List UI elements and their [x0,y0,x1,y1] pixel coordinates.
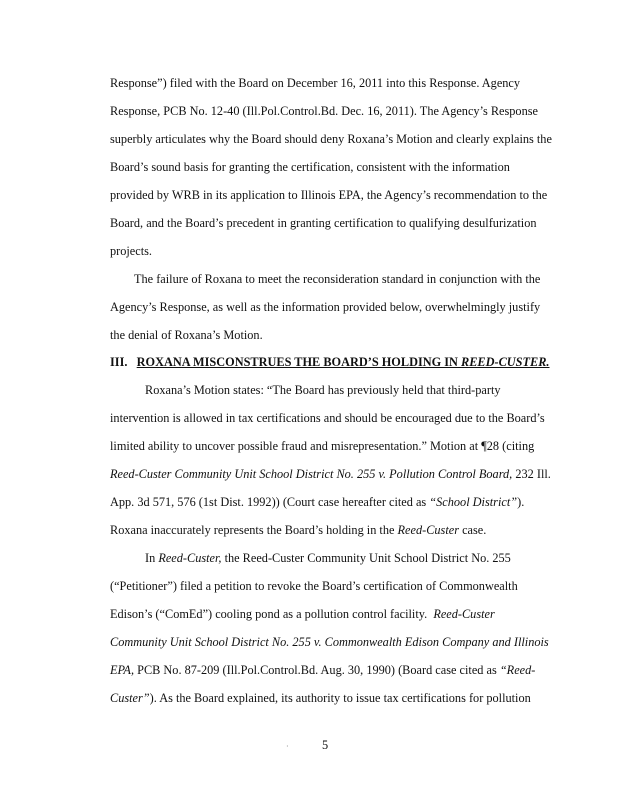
body-line-14: Reed-Custer Community Unit School District No. 255 v. Pollution Control Board, 232 Ill. [110,467,551,481]
body-line-4: Board’s sound basis for granting the certification, consistent with the information [110,160,510,174]
body-line-12: intervention is allowed in tax certifications and should be encouraged due to the Board’s [110,411,545,425]
section-title: ROXANA MISCONSTRUES THE BOARD’S HOLDING IN REED-CUSTER. [136,355,550,369]
section-number: III. [110,355,128,369]
body-line-18: (“Petitioner”) filed a petition to revoke the Board’s certification of Commonwealth [110,579,518,593]
body-line-21: EPA, PCB No. 87-209 (Ill.Pol.Control.Bd. Aug. 30, 1990) (Board case cited as “Reed- [110,663,536,677]
body-line-11: Roxana’s Motion states: “The Board has previously held that third-party [145,383,501,397]
body-line-15: App. 3d 571, 576 (1st Dist. 1992)) (Court case hereafter cited as “School District”). [110,495,525,509]
body-line-16: Roxana inaccurately represents the Board’s holding in the Reed-Custer case. [110,523,487,537]
body-line-17: In Reed-Custer, the Reed-Custer Community Unit School District No. 255 [145,551,511,565]
body-line-7: projects. [110,244,153,258]
body-line-19: Edison’s (“ComEd”) cooling pond as a pollution control facility. Reed-Custer [110,607,495,621]
body-line-10: the denial of Roxana’s Motion. [110,328,263,342]
body-line-5: provided by WRB in its application to Illinois EPA, the Agency’s recommendation to the [110,188,548,202]
stray-mark: · [286,742,289,751]
body-line-6: Board, and the Board’s precedent in granting certification to qualifying desulfurization [110,216,537,230]
body-line-13: limited ability to uncover possible fraud and misrepresentation.” Motion at ¶28 (citing [110,439,535,453]
body-line-2: Response, PCB No. 12-40 (Ill.Pol.Control.Bd. Dec. 16, 2011). The Agency’s Response [110,104,538,118]
page-number: 5 [322,738,329,752]
body-line-3: superbly articulates why the Board should deny Roxana’s Motion and clearly explains the [110,132,552,146]
body-line-22: Custer”). As the Board explained, its authority to issue tax certifications for pollution [110,691,531,705]
body-line-9: Agency’s Response, as well as the information provided below, overwhelmingly justify [110,300,541,314]
body-line-1: Response”) filed with the Board on December 16, 2011 into this Response. Agency [110,76,521,90]
section-heading [110,355,550,369]
body-line-20: Community Unit School District No. 255 v. Commonwealth Edison Company and Illinois [110,635,549,649]
body-line-8: The failure of Roxana to meet the reconsideration standard in conjunction with the [134,272,541,286]
